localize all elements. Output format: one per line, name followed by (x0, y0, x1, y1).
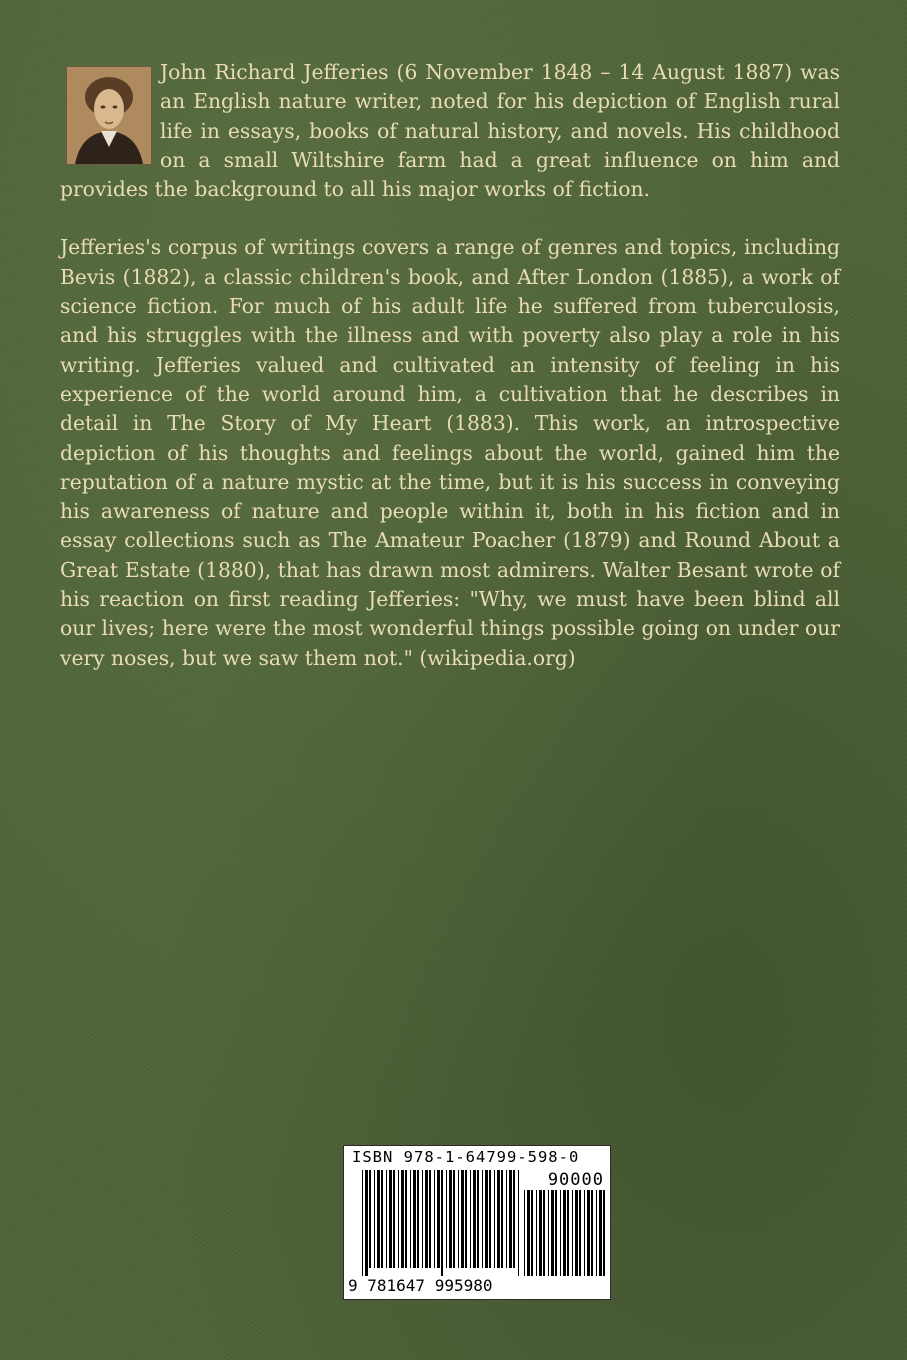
price-code: 90000 (547, 1170, 604, 1190)
barcode-bar (539, 1190, 542, 1276)
barcode-bar (413, 1170, 416, 1268)
barcode-bar (524, 1190, 525, 1276)
portrait-spacer (60, 58, 160, 168)
isbn-label: ISBN 978-1-64799-598-0 (352, 1148, 580, 1166)
barcode-bar (531, 1190, 533, 1276)
barcode-bar (596, 1190, 597, 1276)
barcode-bar (489, 1170, 491, 1268)
barcode-bar (575, 1190, 578, 1276)
barcode-bar (572, 1190, 573, 1276)
barcode-bar (365, 1170, 368, 1276)
barcode-bar (393, 1170, 395, 1268)
barcode-bar (429, 1170, 431, 1268)
barcode-digits: 9 781647 995980 (348, 1276, 493, 1295)
barcode-bar (567, 1190, 569, 1276)
barcode-bar (501, 1170, 503, 1268)
barcode-bar (458, 1170, 459, 1268)
barcode-bar (551, 1190, 554, 1276)
barcode-bar (389, 1170, 392, 1268)
barcode-bar (543, 1190, 545, 1276)
barcode-bar (381, 1170, 383, 1268)
barcode-bar (587, 1190, 590, 1276)
barcode-bar (555, 1190, 557, 1276)
barcode-bar (509, 1170, 512, 1268)
author-bio-paragraph: John Richard Jefferies (6 November 1848 – 14 August 1887) was an English nature writer, noted for his depiction of English rural life in essays, books of natural history, and novels. His childhood on a small Wiltshire farm had a great influence on him and provides the background to all his major works of fiction. (60, 60, 840, 202)
works-paragraph: Jefferies's corpus of writings covers a range of genres and topics, including Bevis (1882), a classic children's book, and After London (1885), a work of science fiction. For much of his adult life he suffered from tuberculosis, and his struggles with the illness and with poverty also play a role in his writing. Jefferies valued and cultivated an intensity of feeling in his experience of the world around him, a cultivation that he describes in detail in The Story of My Heart (1883). This work, an introspective depiction of his thoughts and feelings about the world, gained him the reputation of a nature mystic at the time, but it is his success in conveying his awareness of nature and people within it, both in his fiction and in essay collections such as The Amateur Poacher (1879) and Round About a Great Estate (1880), that has drawn most admirers. Walter Besant wrote of his reaction on first reading Jefferies: "Why, we must have been blind all our lives; here were the most wonderful things possible going on under our very noses, but we saw them not." (wikipedia.org) (60, 235, 840, 670)
barcode-bar (513, 1170, 515, 1268)
barcode-bar (417, 1170, 419, 1268)
barcode-bar (422, 1170, 423, 1268)
barcode-bar (548, 1190, 549, 1276)
addon-barcode-bars (524, 1190, 606, 1276)
isbn-barcode (343, 1145, 611, 1300)
barcode-bar (482, 1170, 483, 1268)
barcode-bar (494, 1170, 495, 1268)
barcode-bar (398, 1170, 399, 1268)
barcode-bar (401, 1170, 404, 1268)
barcode-bar (362, 1170, 363, 1276)
barcode-bar (536, 1190, 537, 1276)
barcode-bar (603, 1190, 605, 1276)
barcode-bar (453, 1170, 455, 1268)
barcode-bar (591, 1190, 593, 1276)
barcode-bar (441, 1170, 443, 1276)
barcode-bar (579, 1190, 581, 1276)
barcode-bar (584, 1190, 585, 1276)
barcode-bar (465, 1170, 467, 1268)
barcode-bar (563, 1190, 566, 1276)
barcode-bar (470, 1170, 471, 1268)
barcode-bar (449, 1170, 452, 1268)
description (60, 58, 840, 673)
barcode-bar (560, 1190, 561, 1276)
barcode-bar (518, 1170, 519, 1276)
barcode-bar (497, 1170, 500, 1268)
barcode-bar (527, 1190, 530, 1276)
barcode-bar (374, 1170, 375, 1268)
barcode-bar (405, 1170, 407, 1268)
barcode-bar (446, 1170, 447, 1268)
barcode-bar (477, 1170, 479, 1268)
ean-barcode-bars (362, 1170, 522, 1276)
barcode-bar (437, 1170, 440, 1268)
barcode-bar (599, 1190, 602, 1276)
barcode-bar (434, 1170, 435, 1268)
barcode-bar (506, 1170, 507, 1268)
barcode-bar (369, 1170, 371, 1268)
barcode-bar (425, 1170, 428, 1268)
barcode-bar (410, 1170, 411, 1268)
barcode-bar (386, 1170, 387, 1268)
barcode-bar (461, 1170, 464, 1268)
barcode-bar (377, 1170, 380, 1268)
barcode-bar (473, 1170, 476, 1268)
barcode-bar (485, 1170, 488, 1268)
